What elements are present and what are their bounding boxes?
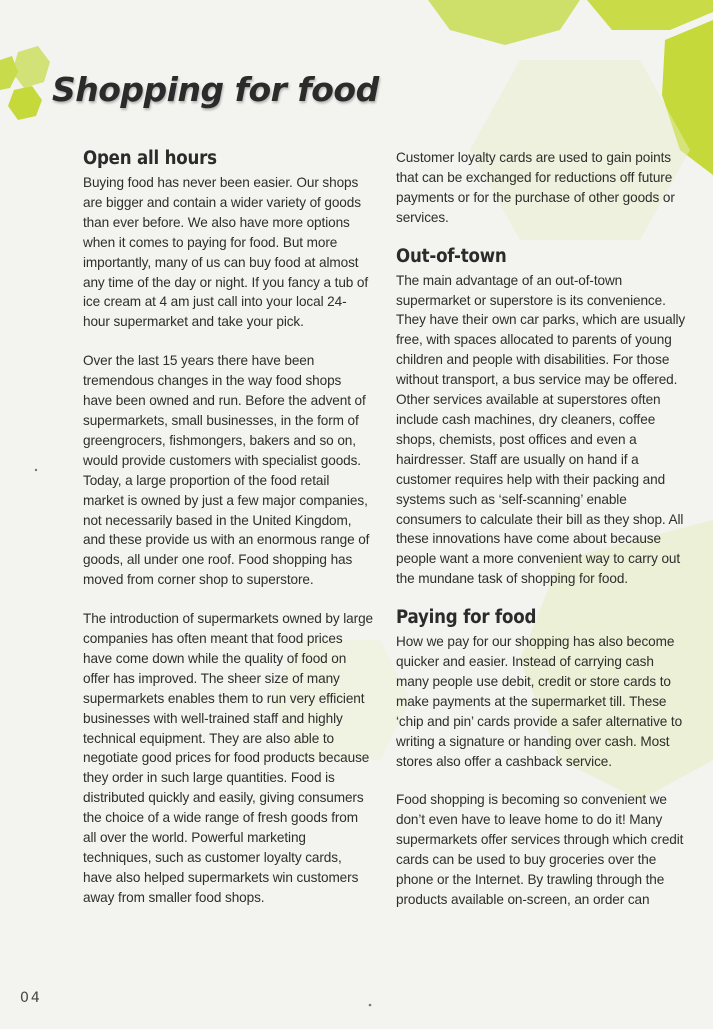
- hexagon-shape: [587, 0, 713, 30]
- left-column: [83, 148, 373, 908]
- paragraph: Buying food has never been easier. Our shops are bigger and contain a wider variety of goods than ever before. We also have more options when it comes to paying for food. But more importantly, many of us can buy food at almost any time of the day or night. If you fancy a tub of ice cream at 4 am just call into your local 24-hour supermarket and take your pick.: [83, 175, 369, 330]
- heading-out-of-town: Out-of-town: [396, 245, 507, 267]
- paragraph: The main advantage of an out-of-town supermarket or superstore is its convenience. They have their own car parks, which are usually free, with spaces allocated to parents of young children and people with disabilities. For those without transport, a bus service may be offered. Other services available at superstores often include cash machines, dry cleaners, coffee shops, chemists, post offices and even a hairdresser. Staff are usually on hand if a customer requires help with their packing and systems such as ‘self-scanning’ enable consumers to calculate their bill as they shop. All these innovations have come about because people want a more convenient way to carry out the mundane task of shopping for food.: [396, 272, 686, 587]
- heading-open-all-hours: Open all hours: [83, 148, 217, 169]
- hexagon-shape: [428, 0, 580, 45]
- page-title: Shopping for food: [52, 70, 379, 109]
- page-number: 04: [20, 990, 42, 1006]
- dot-mark: [369, 1004, 372, 1007]
- paragraph: Food shopping is becoming so convenient we don’t even have to leave home to do it! Many supermarkets offer services through which credit cards can be used to buy groceries over the phone or the Internet. By trawling through the products available on-screen, an order can: [396, 792, 684, 907]
- paragraph: Customer loyalty cards are used to gain points that can be exchanged for reductions off future payments or for the purchase of other goods or services.: [396, 150, 675, 225]
- heading-paying-for-food: Paying for food: [396, 607, 537, 629]
- paragraph: The introduction of supermarkets owned by large companies has often meant that food prices have come down while the quality of food on offer has improved. The sheer size of many supermarkets enables them to run very efficient businesses with well-trained staff and highly technical equipment. They are also able to negotiate good prices for food products because they order in such large quantities. Food is distributed quickly and easily, giving consumers the choice of a wide range of fresh goods from all over the world. Powerful marketing techniques, such as customer loyalty cards, have also helped supermarkets win customers away from smaller food shops.: [83, 611, 373, 905]
- right-column: [396, 148, 686, 910]
- dot-mark: [35, 469, 37, 471]
- hexagon-shape: [8, 86, 42, 120]
- hexagon-shape: [12, 46, 50, 88]
- paragraph: How we pay for our shopping has also become quicker and easier. Instead of carrying cash many people use debit, credit or store cards to make payments at the supermarket till. These ‘chip and pin’ cards provide a safer alternative to writing a signature or handing over cash. Most stores also offer a cashback service.: [396, 634, 683, 769]
- paragraph: Over the last 15 years there have been tremendous changes in the way food shops have been owned and run. Before the advent of supermarkets, small businesses, in the form of greengrocers, fishmongers, bakers and so on, would provide customers with specialist goods. Today, a large proportion of the food retail market is owned by just a few major companies, not necessarily based in the United Kingdom, and these provide us with an enormous range of goods, all under one roof. Food shopping has moved from corner shop to superstore.: [83, 353, 370, 588]
